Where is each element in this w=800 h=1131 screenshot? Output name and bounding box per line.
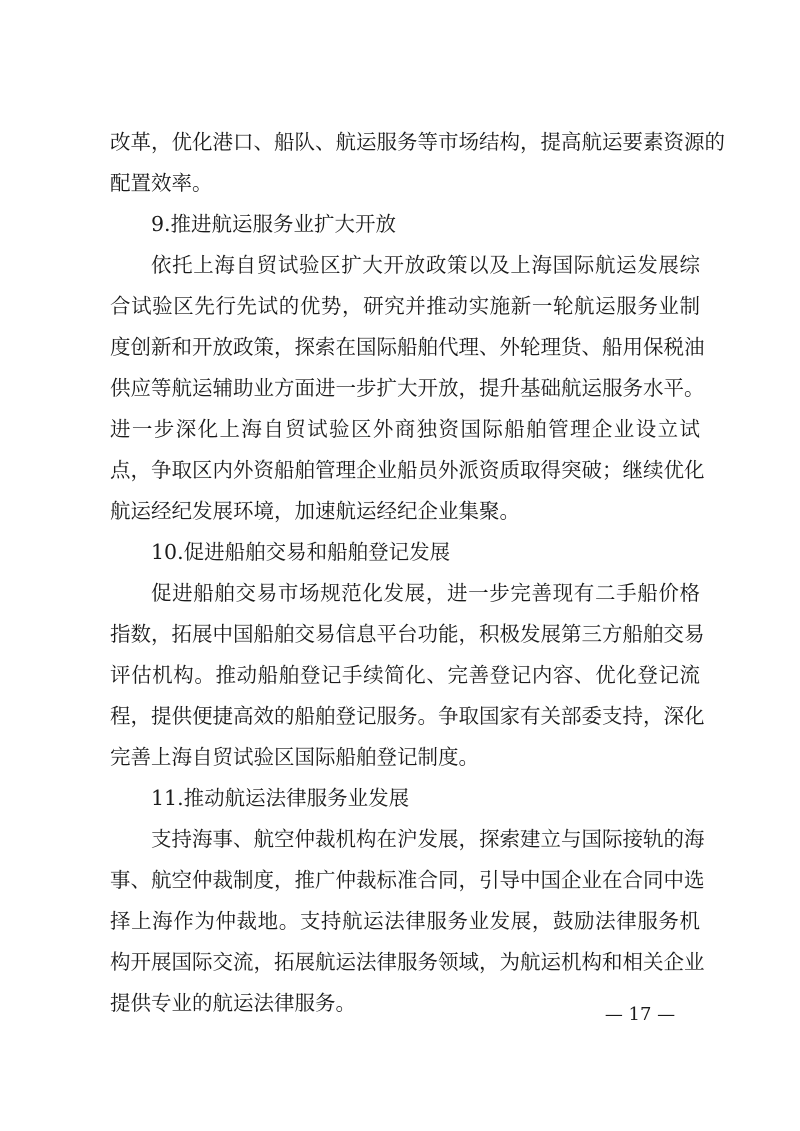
body-text-line: 依托上海自贸试验区扩大开放政策以及上海国际航运发展综 <box>151 253 700 277</box>
body-text-line: 点，争取区内外资船舶管理企业船员外派资质取得突破；继续优化 <box>110 458 705 482</box>
body-text-line: 航运经纪发展环境，加速航运经纪企业集聚。 <box>110 499 520 523</box>
document-body <box>110 128 725 1030</box>
body-text-line: 改革，优化港口、船队、航运服务等市场结构，提高航运要素资源的 <box>110 130 725 154</box>
body-text-line: 进一步深化上海自贸试验区外商独资国际船舶管理企业设立试 <box>110 417 700 441</box>
body-text-line: 支持海事、航空仲裁机构在沪发展，探索建立与国际接轨的海 <box>151 827 705 851</box>
body-text-line: 评估机构。推动船舶登记手续简化、完善登记内容、优化登记流 <box>110 663 700 687</box>
body-text-line: 事、航空仲裁制度，推广仲裁标准合同，引导中国企业在合同中选 <box>110 868 705 892</box>
body-text-line: 指数，拓展中国船舶交易信息平台功能，积极发展第三方船舶交易 <box>110 622 705 646</box>
body-text-line: 供应等航运辅助业方面进一步扩大开放，提升基础航运服务水平。 <box>110 376 705 400</box>
body-text-line: 程，提供便捷高效的船舶登记服务。争取国家有关部委支持，深化 <box>110 704 705 728</box>
section-heading-9: 9.推进航运服务业扩大开放 <box>151 212 397 236</box>
section-heading-10: 10.促进船舶交易和船舶登记发展 <box>151 540 451 564</box>
body-text-line: 促进船舶交易市场规范化发展，进一步完善现有二手船价格 <box>151 581 700 605</box>
page-number: — 17 — <box>604 1004 676 1025</box>
body-text-line: 提供专业的航运法律服务。 <box>110 991 356 1015</box>
body-text-line: 完善上海自贸试验区国际船舶登记制度。 <box>110 745 479 769</box>
body-text-line: 度创新和开放政策，探索在国际船舶代理、外轮理货、船用保税油 <box>110 335 705 359</box>
body-text-line: 配置效率。 <box>110 171 213 195</box>
body-text-line: 合试验区先行先试的优势，研究并推动实施新一轮航运服务业制 <box>110 294 700 318</box>
body-text-line: 构开展国际交流，拓展航运法律服务领域，为航运机构和相关企业 <box>110 950 705 974</box>
body-text-line: 择上海作为仲裁地。支持航运法律服务业发展，鼓励法律服务机 <box>110 909 700 933</box>
section-heading-11: 11.推动航运法律服务业发展 <box>151 786 410 810</box>
